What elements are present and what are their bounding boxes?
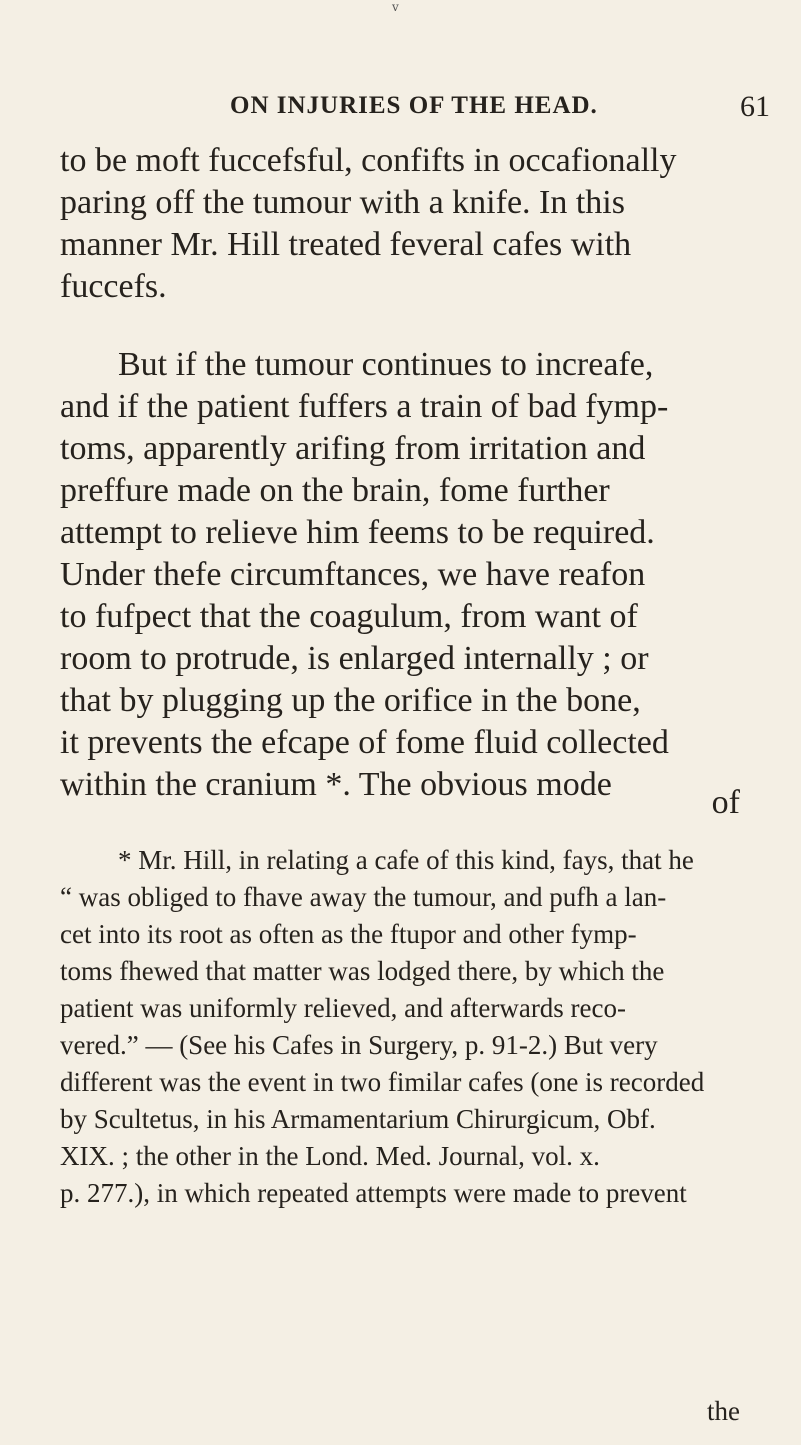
text-line: But if the tumour continues to increafe, — [118, 346, 654, 383]
footnote-catchword: the — [707, 1396, 740, 1426]
text-line: toms, apparently arifing from irritation and — [60, 430, 646, 467]
footnote-line: “ was obliged to fhave away the tumour, and pufh a lan- — [60, 882, 667, 912]
body-catchword: of — [711, 784, 740, 821]
running-head — [230, 90, 770, 130]
running-title: ON INJURIES OF THE HEAD. — [230, 92, 598, 119]
footnote-line: vered.” — (See his Cafes in Surgery, p. 91-2.) But very — [60, 1030, 658, 1060]
footnote-line: XIX. ; the other in the Lond. Med. Journal, vol. x. — [60, 1141, 600, 1171]
text-line: fuccefs. — [60, 268, 167, 305]
text-line: to be moft fuccefsful, confifts in occafionally — [60, 142, 677, 179]
paragraph-2 — [60, 344, 760, 806]
text-line: within the cranium *. The obvious mode — [60, 766, 612, 803]
footnote-text — [60, 842, 760, 1212]
footnote-line: toms fhewed that matter was lodged there, by which the — [60, 956, 665, 986]
footnote — [60, 842, 760, 1212]
text-line: it prevents the efcape of fome fluid collected — [60, 724, 669, 761]
footnote-line: cet into its root as often as the ftupor and other fymp- — [60, 919, 637, 949]
footnote-line: patient was uniformly relieved, and afterwards reco- — [60, 993, 627, 1023]
paragraph-1 — [60, 140, 760, 308]
text-line: paring off the tumour with a knife. In this — [60, 184, 625, 221]
footnote-line: different was the event in two fimilar cafes (one is recorded — [60, 1067, 705, 1097]
top-mark: v — [392, 0, 399, 14]
footnote-line: p. 277.), in which repeated attempts were made to prevent — [60, 1178, 687, 1208]
text-line: and if the patient fuffers a train of bad fymp- — [60, 388, 669, 425]
paragraph-gap — [60, 308, 760, 344]
page-number: 61 — [740, 90, 770, 123]
text-line: attempt to relieve him feems to be required. — [60, 514, 655, 551]
text-line: room to protrude, is enlarged internally ; or — [60, 640, 649, 677]
footnote-line: * Mr. Hill, in relating a cafe of this kind, fays, that he — [118, 845, 694, 875]
text-line: preffure made on the brain, fome further — [60, 472, 610, 509]
text-line: to fufpect that the coagulum, from want of — [60, 598, 638, 635]
text-line: that by plugging up the orifice in the bone, — [60, 682, 641, 719]
text-line: Under thefe circumftances, we have reafon — [60, 556, 646, 593]
body-text — [60, 140, 760, 806]
text-line: manner Mr. Hill treated feveral cafes with — [60, 226, 632, 263]
footnote-line: by Scultetus, in his Armamentarium Chirurgicum, Obf. — [60, 1104, 656, 1134]
